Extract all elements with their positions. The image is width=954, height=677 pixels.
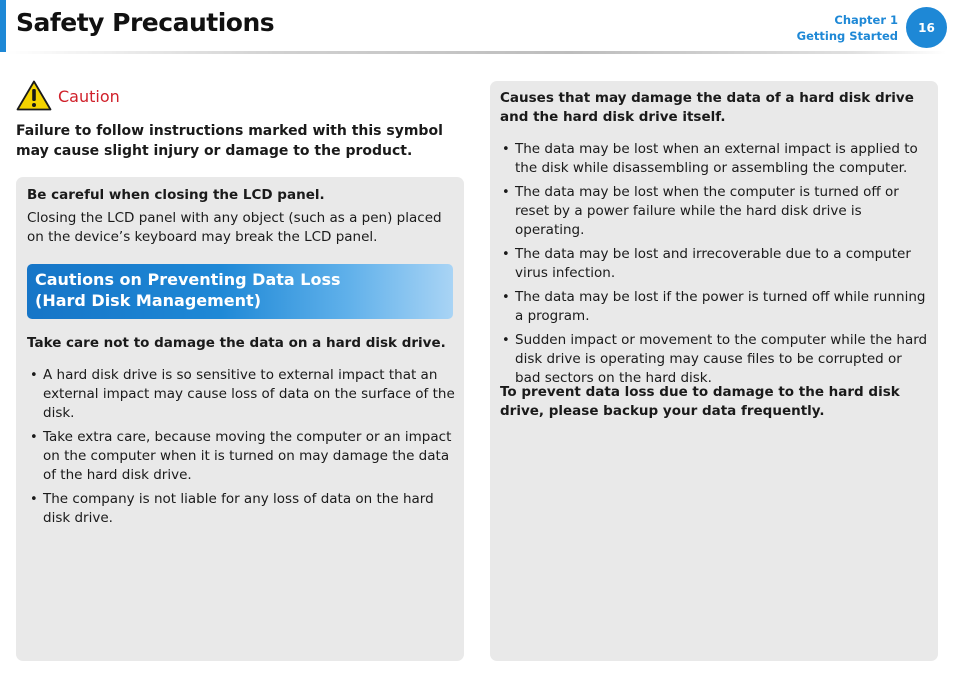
lcd-text: Closing the LCD panel with any object (such as a pen) placed on the device’s keyboard may break the LCD panel. xyxy=(27,210,442,245)
bullet-icon: • xyxy=(502,333,510,348)
left-info-box xyxy=(16,177,464,661)
chapter-label: Chapter 1 xyxy=(834,13,898,27)
chapter-info xyxy=(797,12,898,44)
right-info-box xyxy=(490,81,938,661)
list-item-text: The data may be lost when an external impact is applied to the disk while disassembling or assembling the computer. xyxy=(515,141,918,176)
bullet-icon: • xyxy=(502,185,510,200)
caution-heading xyxy=(16,80,120,111)
hdd-bullet-list xyxy=(28,366,456,533)
causes-bullet-list xyxy=(500,140,930,393)
list-item xyxy=(500,140,930,178)
caution-text: Failure to follow instructions marked with this symbol may cause slight injury or damage to the product. xyxy=(16,123,443,159)
bullet-icon: • xyxy=(30,368,38,383)
list-item xyxy=(28,428,456,485)
caution-label: Caution xyxy=(58,87,120,106)
page-number-badge xyxy=(906,7,947,48)
list-item-text: The company is not liable for any loss of data on the hard disk drive. xyxy=(43,491,434,526)
header-divider xyxy=(6,51,946,54)
banner-line-2: (Hard Disk Management) xyxy=(35,291,261,310)
header-accent-bar xyxy=(0,0,6,52)
bullet-icon: • xyxy=(502,142,510,157)
data-loss-banner xyxy=(27,264,453,319)
causes-heading: Causes that may damage the data of a hard disk drive and the hard disk drive itself. xyxy=(500,90,914,125)
list-item-text: The data may be lost when the computer is turned off or reset by a power failure while the hard disk drive is operating. xyxy=(515,184,899,238)
page-title: Safety Precautions xyxy=(16,8,275,37)
bullet-icon: • xyxy=(30,430,38,445)
list-item-text: The data may be lost if the power is turned off while running a program. xyxy=(515,289,926,324)
bullet-icon: • xyxy=(502,290,510,305)
list-item xyxy=(500,245,930,283)
hdd-heading: Take care not to damage the data on a hard disk drive. xyxy=(27,335,446,351)
page-number: 16 xyxy=(918,20,935,35)
warning-triangle-icon xyxy=(16,80,52,111)
list-item xyxy=(28,366,456,423)
lcd-heading: Be careful when closing the LCD panel. xyxy=(27,187,325,203)
list-item-text: The data may be lost and irrecoverable due to a computer virus infection. xyxy=(515,246,911,281)
list-item-text: Take extra care, because moving the computer or an impact on the computer when it is turned on may damage the data of the hard disk drive. xyxy=(43,429,452,483)
list-item xyxy=(28,490,456,528)
bullet-icon: • xyxy=(30,492,38,507)
list-item-text: A hard disk drive is so sensitive to external impact that an external impact may cause loss of data on the surface of the disk. xyxy=(43,367,455,421)
list-item-text: Sudden impact or movement to the computer while the hard disk drive is operating may cause files to be corrupted or bad sectors on the hard disk. xyxy=(515,332,928,386)
list-item xyxy=(500,183,930,240)
bullet-icon: • xyxy=(502,247,510,262)
chapter-name: Getting Started xyxy=(796,29,898,43)
backup-advice: To prevent data loss due to damage to the hard disk drive, please backup your data frequently. xyxy=(500,384,900,419)
banner-line-1: Cautions on Preventing Data Loss xyxy=(35,270,341,289)
list-item xyxy=(500,331,930,388)
list-item xyxy=(500,288,930,326)
